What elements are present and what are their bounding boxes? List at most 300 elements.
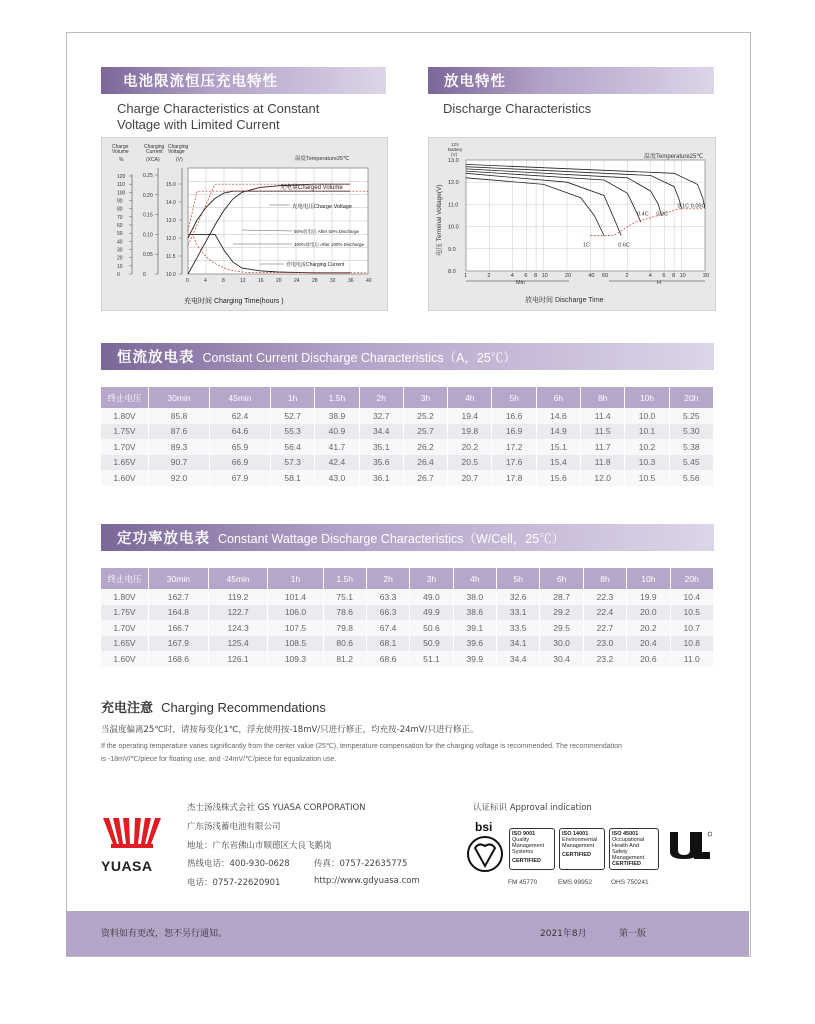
table-cell: 19.9 xyxy=(627,589,670,605)
discharge-title-en: Discharge Characteristics xyxy=(443,101,592,116)
recommend-text-en-1: If the operating temperature varies significantly from the center value (25℃), temperature compensation for the charging voltage is recommended. The recommendation xyxy=(101,743,622,750)
time-tick-label: 4 xyxy=(510,273,514,279)
time-tick-label: 40 xyxy=(366,278,372,284)
time-tick-label: 20 xyxy=(564,273,572,279)
time-tick-label: 6 xyxy=(662,273,666,279)
table-cell: 81.2 xyxy=(323,651,366,667)
table-cell: 67.4 xyxy=(366,620,409,636)
table-cell: 66.9 xyxy=(209,455,270,471)
table-cell: 34.4 xyxy=(497,651,540,667)
cert-ems-number: EMS 99952 xyxy=(558,879,592,886)
hour-range-label: H xyxy=(657,280,661,286)
label-charging-current: 充电电流Charging Current xyxy=(286,262,345,268)
table-row xyxy=(101,605,714,621)
table-cell: 20.5 xyxy=(448,455,492,471)
table-cell: 14.9 xyxy=(536,424,580,440)
time-tick-label: 10 xyxy=(541,273,548,279)
current-discharge-table xyxy=(101,387,714,486)
table-cell: 10.8 xyxy=(670,636,713,652)
time-tick-label: 8 xyxy=(672,273,676,279)
volume-tick-label: 0 xyxy=(117,272,120,278)
bsi-kitemark-icon xyxy=(463,834,509,874)
table-header-row xyxy=(101,568,714,589)
column-header: 10h xyxy=(625,387,669,408)
cutoff-voltage-cell: 1.75V xyxy=(101,424,149,440)
recommend-text-cn: 当温度偏离25℃时，请按每变化1℃，浮充使用按-18mV/只进行修正，均充按-24mV/只进行修正。 xyxy=(101,725,479,735)
column-header: 1h xyxy=(270,387,314,408)
label-after-50: 50%放电后 After 50% Discharge xyxy=(294,229,360,234)
company-website[interactable]: http://www.gdyuasa.com xyxy=(314,876,420,886)
time-tick-label: 8 xyxy=(222,278,225,284)
volt-axis-unit: (V) xyxy=(176,157,183,163)
table-cell: 17.8 xyxy=(492,470,536,486)
table-cell: 11.8 xyxy=(581,455,625,471)
voltage-tick-label: 12.0 xyxy=(448,180,459,187)
table-cell: 52.7 xyxy=(270,408,314,424)
table-cell: 20.4 xyxy=(627,636,670,652)
table-cell: 106.0 xyxy=(268,605,323,621)
wattage-table-band xyxy=(101,524,714,551)
table-cell: 17.2 xyxy=(492,439,536,455)
label-after-100: 100%放电后 After 100% Discharge xyxy=(294,242,365,247)
table-cell: 50.9 xyxy=(410,636,453,652)
table-cell: 87.6 xyxy=(149,424,210,440)
table-cell: 62.4 xyxy=(209,408,270,424)
volume-tick-label: 90 xyxy=(117,198,123,205)
discharge-rate-label: 0.2C xyxy=(656,211,668,218)
label-charge-voltage: 充电电压Charge Voltage xyxy=(292,204,352,210)
time-tick-label: 16 xyxy=(258,278,264,284)
voltage-tick-label: 13.0 xyxy=(166,218,176,224)
table-cell: 33.1 xyxy=(497,605,540,621)
table-cell: 101.4 xyxy=(268,589,323,605)
table-cell: 38.0 xyxy=(453,589,496,605)
cutoff-voltage-cell: 1.60V xyxy=(101,470,149,486)
time-tick-label: 20 xyxy=(703,273,710,279)
charge-chart-svg xyxy=(102,138,387,310)
table-row xyxy=(101,636,714,652)
column-header: 30min xyxy=(149,387,210,408)
table-cell: 10.2 xyxy=(625,439,669,455)
bsi-wordmark: bsi xyxy=(475,820,493,834)
table-cell: 33.5 xyxy=(497,620,540,636)
table-cell: 126.1 xyxy=(208,651,268,667)
table-cell: 29.5 xyxy=(540,620,583,636)
table-cell: 64.6 xyxy=(209,424,270,440)
table-cell: 34.4 xyxy=(359,424,403,440)
table-cell: 20.6 xyxy=(627,651,670,667)
time-tick-label: 4 xyxy=(204,278,207,284)
vol-axis-label-1: Charge xyxy=(112,144,129,150)
table-cell: 10.0 xyxy=(625,408,669,424)
table-cell: 5.56 xyxy=(669,470,713,486)
table-cell: 5.45 xyxy=(669,455,713,471)
table-cell: 92.0 xyxy=(149,470,210,486)
current-band-title-en: Constant Current Discharge Characteristics（A，25℃） xyxy=(202,350,516,365)
volume-tick-label: 120 xyxy=(117,174,126,180)
table-cell: 20.2 xyxy=(627,620,670,636)
discharge-rate-label: 0.1C xyxy=(677,203,690,210)
time-tick-label: 10 xyxy=(679,273,686,279)
column-header: 5h xyxy=(497,568,540,589)
cert-fm-number: FM 45770 xyxy=(508,879,538,886)
table-row xyxy=(101,589,714,605)
table-row xyxy=(101,424,714,440)
table-cell: 11.4 xyxy=(581,408,625,424)
table-cell: 28.7 xyxy=(540,589,583,605)
voltage-tick-label: 14.0 xyxy=(166,200,176,206)
company-hotline: 热线电话：400-930-0628 xyxy=(187,859,290,869)
table-cell: 35.1 xyxy=(359,439,403,455)
discharge-band-title: 放电特性 xyxy=(444,74,506,90)
table-cell: 67.9 xyxy=(209,470,270,486)
time-tick-label: 0 xyxy=(186,278,189,284)
discharge-rate-label: 0.4C xyxy=(637,211,649,218)
current-tick-label: 0.25 xyxy=(143,173,153,179)
volume-tick-label: 20 xyxy=(117,255,123,262)
table-cell: 35.6 xyxy=(359,455,403,471)
table-cell: 122.7 xyxy=(208,605,268,621)
cutoff-voltage-cell: 1.70V xyxy=(101,620,149,636)
bsi-logo xyxy=(463,820,509,872)
column-header: 20h xyxy=(670,568,713,589)
table-row xyxy=(101,651,714,667)
battery-label-1: 12V xyxy=(451,142,460,147)
time-tick-label: 12 xyxy=(240,278,246,284)
table-cell: 23.2 xyxy=(583,651,626,667)
time-tick-label: 28 xyxy=(312,278,318,284)
volt-axis-label-1: Charging xyxy=(168,144,189,150)
table-cell: 36.1 xyxy=(359,470,403,486)
table-row xyxy=(101,439,714,455)
table-cell: 10.1 xyxy=(625,424,669,440)
table-cell: 85.8 xyxy=(149,408,210,424)
time-tick-label: 40 xyxy=(588,273,595,279)
table-cell: 32.6 xyxy=(497,589,540,605)
table-cell: 26.4 xyxy=(403,455,447,471)
voltage-tick-label: 10.0 xyxy=(448,224,459,231)
column-header: 6h xyxy=(536,387,580,408)
table-cell: 25.2 xyxy=(403,408,447,424)
table-cell: 50.6 xyxy=(410,620,453,636)
volume-tick-label: 40 xyxy=(117,239,123,246)
table-cell: 32.7 xyxy=(359,408,403,424)
table-cell: 11.7 xyxy=(581,439,625,455)
column-header: 终止电压 xyxy=(101,568,149,589)
column-header: 30min xyxy=(149,568,209,589)
table-cell: 164.8 xyxy=(149,605,209,621)
table-cell: 57.3 xyxy=(270,455,314,471)
discharge-temp-label: 温度Temperature25℃ xyxy=(644,154,704,160)
volume-tick-label: 10 xyxy=(117,263,123,270)
table-cell: 162.7 xyxy=(149,589,209,605)
table-cell: 39.6 xyxy=(453,636,496,652)
current-tick-label: 0.10 xyxy=(143,232,153,239)
table-cell: 25.7 xyxy=(403,424,447,440)
cutoff-voltage-cell: 1.60V xyxy=(101,651,149,667)
column-header: 4h xyxy=(448,387,492,408)
table-cell: 78.6 xyxy=(323,605,366,621)
yuasa-wordmark: YUASA xyxy=(101,858,153,874)
ul-logo xyxy=(668,830,712,860)
table-cell: 108.5 xyxy=(268,636,323,652)
time-tick-label: 1 xyxy=(464,273,468,279)
table-cell: 56.4 xyxy=(270,439,314,455)
table-cell: 109.3 xyxy=(268,651,323,667)
discharge-chart xyxy=(428,137,716,311)
table-cell: 16.9 xyxy=(492,424,536,440)
cert-title: 认证标识 Approval indication xyxy=(473,803,592,813)
table-cell: 20.2 xyxy=(448,439,492,455)
footer-date: 2021年8月 xyxy=(540,929,587,939)
table-cell: 58.1 xyxy=(270,470,314,486)
voltage-tick-label: 11.0 xyxy=(448,202,459,209)
table-cell: 15.6 xyxy=(536,470,580,486)
table-row xyxy=(101,408,714,424)
cutoff-voltage-cell: 1.70V xyxy=(101,439,149,455)
volume-tick-label: 50 xyxy=(117,231,123,238)
table-cell: 38.6 xyxy=(453,605,496,621)
time-tick-label: 20 xyxy=(276,278,282,284)
time-tick-label: 2 xyxy=(625,273,629,279)
table-cell: 34.1 xyxy=(497,636,540,652)
label-charged-volume: 充电量Charged Volume xyxy=(280,185,343,191)
yuasa-logo-mark xyxy=(101,816,163,856)
table-cell: 55.3 xyxy=(270,424,314,440)
cert-ohs-number: OHS 750241 xyxy=(611,879,649,886)
discharge-chart-svg xyxy=(429,138,715,310)
table-cell: 68.1 xyxy=(366,636,409,652)
discharge-rate-label: 0.6C xyxy=(618,242,630,249)
voltage-tick-label: 11.5 xyxy=(166,254,176,260)
company-line-2: 广东汤浅蓄电池有限公司 xyxy=(187,822,281,832)
table-cell: 89.3 xyxy=(149,439,210,455)
table-cell: 65.9 xyxy=(209,439,270,455)
discharge-section-band xyxy=(428,67,714,94)
table-cell: 11.5 xyxy=(581,424,625,440)
column-header: 1.5h xyxy=(323,568,366,589)
cur-axis-unit: (XCA) xyxy=(146,157,160,163)
table-cell: 5.38 xyxy=(669,439,713,455)
charge-x-axis-title: 充电时间 Charging Time(hours ) xyxy=(184,298,284,305)
table-cell: 19.4 xyxy=(448,408,492,424)
column-header: 8h xyxy=(583,568,626,589)
table-cell: 10.7 xyxy=(670,620,713,636)
yuasa-logo xyxy=(101,816,163,874)
column-header: 1.5h xyxy=(315,387,359,408)
vol-axis-label-2: Volume xyxy=(112,149,129,155)
column-header: 3h xyxy=(403,387,447,408)
cutoff-voltage-cell: 1.65V xyxy=(101,636,149,652)
footer-edition: 第一版 xyxy=(619,929,647,939)
column-header: 45min xyxy=(209,387,270,408)
voltage-tick-label: 9.0 xyxy=(448,246,456,253)
table-cell: 43.0 xyxy=(315,470,359,486)
company-phone: 电话：0757-22620901 xyxy=(187,878,281,888)
volt-axis-label-2: Voltage xyxy=(168,149,185,155)
table-cell: 49.0 xyxy=(410,589,453,605)
discharge-rate-label: 0.05C xyxy=(690,203,706,210)
column-header: 10h xyxy=(627,568,670,589)
table-row xyxy=(101,470,714,486)
min-range-label: Min xyxy=(516,280,525,286)
table-cell: 22.7 xyxy=(583,620,626,636)
charge-title-en: Charge Characteristics at Constant Voltage with Limited Current xyxy=(117,101,320,132)
column-header: 8h xyxy=(581,387,625,408)
time-tick-label: 2 xyxy=(487,273,491,279)
table-cell: 119.2 xyxy=(208,589,268,605)
table-cell: 79.8 xyxy=(323,620,366,636)
table-cell: 30.4 xyxy=(540,651,583,667)
company-line-1: 杰士汤浅株式会社 GS YUASA CORPORATION xyxy=(187,803,366,813)
volume-tick-label: 100 xyxy=(117,190,126,197)
volume-tick-label: 70 xyxy=(117,214,123,221)
cur-axis-label-1: Charging xyxy=(144,144,165,150)
cutoff-voltage-cell: 1.80V xyxy=(101,589,149,605)
charge-section-band xyxy=(101,67,386,94)
recommend-title: 充电注意 Charging Recommendations xyxy=(101,700,326,716)
table-cell: 39.1 xyxy=(453,620,496,636)
time-tick-label: 36 xyxy=(348,278,354,284)
table-row xyxy=(101,455,714,471)
current-tick-label: 0.05 xyxy=(143,252,153,259)
time-tick-label: 32 xyxy=(330,278,336,284)
table-cell: 15.4 xyxy=(536,455,580,471)
time-tick-label: 8 xyxy=(534,273,538,279)
table-cell: 80.6 xyxy=(323,636,366,652)
current-band-title-cn: 恒流放电表 xyxy=(117,350,195,366)
table-cell: 22.4 xyxy=(583,605,626,621)
table-cell: 63.3 xyxy=(366,589,409,605)
discharge-rate-label: 1C xyxy=(582,242,590,249)
column-header: 20h xyxy=(669,387,713,408)
cert-iso9001: ISO 9001 Quality Management Systems CERTIFIED xyxy=(509,828,555,870)
wattage-band-title-cn: 定功率放电表 xyxy=(117,531,210,547)
cutoff-voltage-cell: 1.65V xyxy=(101,455,149,471)
table-cell: 51.1 xyxy=(410,651,453,667)
table-cell: 68.6 xyxy=(366,651,409,667)
table-cell: 11.0 xyxy=(670,651,713,667)
current-tick-label: 0.15 xyxy=(143,212,153,219)
cutoff-voltage-cell: 1.75V xyxy=(101,605,149,621)
time-tick-label: 4 xyxy=(648,273,652,279)
voltage-tick-label: 10.0 xyxy=(166,272,176,278)
volume-tick-label: 30 xyxy=(117,247,123,254)
voltage-tick-label: 13.0 xyxy=(448,158,459,164)
table-cell: 23.0 xyxy=(583,636,626,652)
table-row xyxy=(101,620,714,636)
table-cell: 20.7 xyxy=(448,470,492,486)
wattage-band-title-en: Constant Wattage Discharge Characteristics（W/Cell，25℃） xyxy=(218,531,565,546)
vol-axis-unit: % xyxy=(119,157,124,163)
table-cell: 124.3 xyxy=(208,620,268,636)
table-cell: 167.9 xyxy=(149,636,209,652)
table-cell: 20.0 xyxy=(627,605,670,621)
voltage-tick-label: 12.0 xyxy=(166,236,176,242)
table-cell: 19.8 xyxy=(448,424,492,440)
table-cell: 15.1 xyxy=(536,439,580,455)
column-header: 3h xyxy=(410,568,453,589)
footer-notice: 资料如有更改，恕不另行通知。 xyxy=(101,929,228,939)
discharge-y-axis-title: 电压 Terminal Voltage(V) xyxy=(436,184,443,256)
ul-mark-icon xyxy=(668,830,712,860)
table-cell: 16.6 xyxy=(492,408,536,424)
table-cell: 125.4 xyxy=(208,636,268,652)
table-header-row xyxy=(101,387,714,408)
table-cell: 14.6 xyxy=(536,408,580,424)
recommend-text-en-2: is -18mV/℃/piece for floating use, and -24mV/℃/piece for equalization use. xyxy=(101,756,337,763)
current-tick-label: 0 xyxy=(143,272,146,278)
table-cell: 10.4 xyxy=(670,589,713,605)
table-cell: 29.2 xyxy=(540,605,583,621)
cert-iso45001: ISO 45001 Occupational Health And Safety Management CERTIFIED xyxy=(609,828,659,870)
column-header: 1h xyxy=(268,568,323,589)
footer-band xyxy=(66,911,749,956)
table-cell: 107.5 xyxy=(268,620,323,636)
volume-tick-label: 110 xyxy=(117,182,125,189)
company-fax: 传真：0757-22635775 xyxy=(314,859,408,869)
table-cell: 166.7 xyxy=(149,620,209,636)
wattage-discharge-table xyxy=(101,568,714,667)
table-cell: 66.3 xyxy=(366,605,409,621)
time-tick-label: 24 xyxy=(294,278,300,284)
column-header: 45min xyxy=(208,568,268,589)
voltage-tick-label: 8.0 xyxy=(448,269,456,275)
battery-label-2: Battery xyxy=(448,147,463,152)
table-cell: 26.7 xyxy=(403,470,447,486)
charge-band-title: 电池限流恒压充电特性 xyxy=(123,74,278,90)
table-cell: 17.6 xyxy=(492,455,536,471)
battery-label-3: (V) xyxy=(451,152,457,157)
charge-temp-label: 温度Temperature25℃ xyxy=(295,156,350,162)
voltage-tick-label: 15.0 xyxy=(166,182,176,188)
table-cell: 22.3 xyxy=(583,589,626,605)
discharge-x-axis-title: 放电时间 Discharge Time xyxy=(525,297,604,304)
time-tick-label: 60 xyxy=(602,273,609,279)
cur-axis-label-2: Current xyxy=(146,149,163,155)
table-cell: 42.4 xyxy=(315,455,359,471)
table-cell: 5.30 xyxy=(669,424,713,440)
table-cell: 12.0 xyxy=(581,470,625,486)
volume-tick-label: 60 xyxy=(117,223,123,229)
column-header: 4h xyxy=(453,568,496,589)
column-header: 终止电压 xyxy=(101,387,149,408)
cutoff-voltage-cell: 1.80V xyxy=(101,408,149,424)
table-cell: 10.3 xyxy=(625,455,669,471)
column-header: 2h xyxy=(366,568,409,589)
table-cell: 30.0 xyxy=(540,636,583,652)
company-line-3: 地址：广东省佛山市顺德区大良飞鹅岗 xyxy=(187,841,332,851)
table-cell: 26.2 xyxy=(403,439,447,455)
table-cell: 39.9 xyxy=(453,651,496,667)
time-tick-label: 6 xyxy=(524,273,528,279)
table-cell: 40.9 xyxy=(315,424,359,440)
column-header: 6h xyxy=(540,568,583,589)
cert-iso14001: ISO 14001 Environmental Management CERTIFIED xyxy=(559,828,605,870)
table-cell: 10.5 xyxy=(670,605,713,621)
table-cell: 90.7 xyxy=(149,455,210,471)
table-cell: 49.9 xyxy=(410,605,453,621)
table-cell: 41.7 xyxy=(315,439,359,455)
charge-chart xyxy=(101,137,388,311)
volume-tick-label: 80 xyxy=(117,206,123,213)
table-cell: 75.1 xyxy=(323,589,366,605)
current-tick-label: 0.20 xyxy=(143,192,153,199)
table-cell: 38.9 xyxy=(315,408,359,424)
column-header: 2h xyxy=(359,387,403,408)
current-table-band xyxy=(101,343,714,370)
table-cell: 10.5 xyxy=(625,470,669,486)
